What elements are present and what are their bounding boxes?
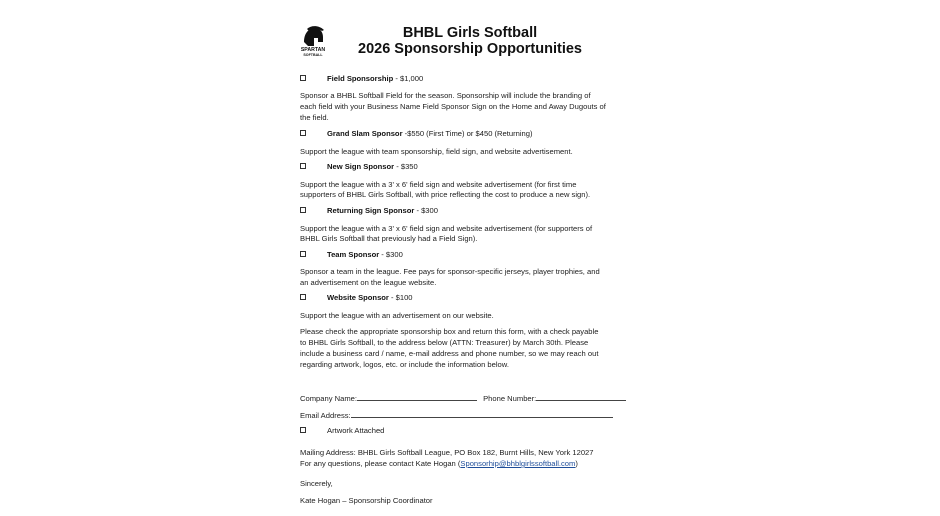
company-phone-row <box>300 392 626 404</box>
option-desc-line: an advertisement on the league website. <box>300 278 437 287</box>
option-name: Returning Sign Sponsor <box>327 206 415 215</box>
phone-number-label: Phone Number: <box>483 394 537 403</box>
option-price: - $300 <box>414 206 438 215</box>
option-website-sponsor <box>327 292 413 303</box>
option-name: New Sign Sponsor <box>327 162 395 171</box>
option-desc-line: each field with your Business Name Field Sponsor Sign on the Home and Away Dugouts of <box>300 102 606 111</box>
checkbox-grand-slam-sponsor[interactable] <box>300 130 306 136</box>
sponsorship-email-link[interactable]: Sponsorhip@bhblgirlssoftball.com <box>460 459 576 468</box>
spartan-helmet-icon <box>304 28 323 46</box>
email-address-label: Email Address: <box>300 411 351 420</box>
page-title <box>330 25 610 57</box>
title-line-1: BHBL Girls Softball <box>402 25 538 41</box>
option-desc-line: BHBL Girls Softball that previously had a Field Sign). <box>300 234 478 243</box>
email-address-field[interactable] <box>351 409 613 418</box>
option-price: - $300 <box>379 250 403 259</box>
checkbox-artwork-attached[interactable] <box>300 427 306 433</box>
option-price: - $100 <box>388 293 413 302</box>
email-row <box>300 409 613 421</box>
contact-prefix: For any questions, please contact Kate Hogan ( <box>300 459 461 468</box>
contact-suffix: ) <box>575 459 578 468</box>
instructions-line: Please check the appropriate sponsorship box and return this form, with a check payable <box>300 327 599 336</box>
option-new-sign-sponsor <box>327 161 418 172</box>
option-desc-line: Support the league with a 3' x 6' field sign and website advertisement (for supporters of <box>300 224 593 233</box>
option-field-sponsorship <box>327 73 423 84</box>
option-name: Grand Slam Sponsor <box>327 129 403 138</box>
instructions-line: to BHBL Girls Softball, to the address below (ATTN: Treasurer) by March 30th. Please <box>300 338 589 347</box>
checkbox-team-sponsor[interactable] <box>300 251 306 257</box>
option-returning-sign-sponsor <box>327 205 438 216</box>
option-price: -$550 (First Time) or $450 (Returning) <box>402 129 533 138</box>
company-name-field[interactable] <box>357 392 477 401</box>
closing-sincerely: Sincerely, <box>300 479 333 488</box>
logo-text-spartan: SPARTAN <box>300 47 326 53</box>
option-grand-slam-sponsor <box>327 128 533 139</box>
logo-text-softball: SOFTBALL <box>303 53 323 57</box>
contact-line <box>300 458 578 469</box>
checkbox-website-sponsor[interactable] <box>300 294 306 300</box>
option-desc-line: Support the league with team sponsorship, field sign, and website advertisement. <box>300 147 573 156</box>
closing-signature: Kate Hogan – Sponsorship Coordinator <box>300 496 433 505</box>
option-price: - $350 <box>394 162 418 171</box>
spartan-softball-logo <box>298 25 328 57</box>
checkbox-returning-sign-sponsor[interactable] <box>300 207 306 213</box>
option-name: Website Sponsor <box>327 293 389 302</box>
option-name: Field Sponsorship <box>327 74 394 83</box>
instructions-line: regarding artwork, logos, etc. or include the information below. <box>300 360 509 369</box>
option-name: Team Sponsor <box>327 250 380 259</box>
option-desc-line: Sponsor a team in the league. Fee pays for sponsor-specific jerseys, player trophies, and <box>300 267 600 276</box>
checkbox-new-sign-sponsor[interactable] <box>300 163 306 169</box>
option-desc-line: the field. <box>300 113 329 122</box>
title-line-2: 2026 Sponsorship Opportunities <box>358 41 582 57</box>
option-desc-line: Sponsor a BHBL Softball Field for the season. Sponsorship will include the branding of <box>300 91 591 100</box>
checkbox-field-sponsorship[interactable] <box>300 75 306 81</box>
option-team-sponsor <box>327 249 403 260</box>
option-desc-line: Support the league with an advertisement on our website. <box>300 311 494 320</box>
artwork-attached-label: Artwork Attached <box>327 426 385 435</box>
company-name-label: Company Name: <box>300 394 357 403</box>
mailing-address: Mailing Address: BHBL Girls Softball League, PO Box 182, Burnt Hills, New York 12027 <box>300 448 594 457</box>
option-desc-line: Support the league with a 3' x 6' field sign and website advertisement (for first time <box>300 180 577 189</box>
option-price: - $1,000 <box>393 74 424 83</box>
phone-number-field[interactable] <box>536 392 626 401</box>
option-desc-line: supporters of BHBL Girls Softball, with price reflecting the cost to produce a new sign). <box>300 190 591 199</box>
instructions-line: include a business card / name, e-mail address and phone number, so we may reach out <box>300 349 599 358</box>
